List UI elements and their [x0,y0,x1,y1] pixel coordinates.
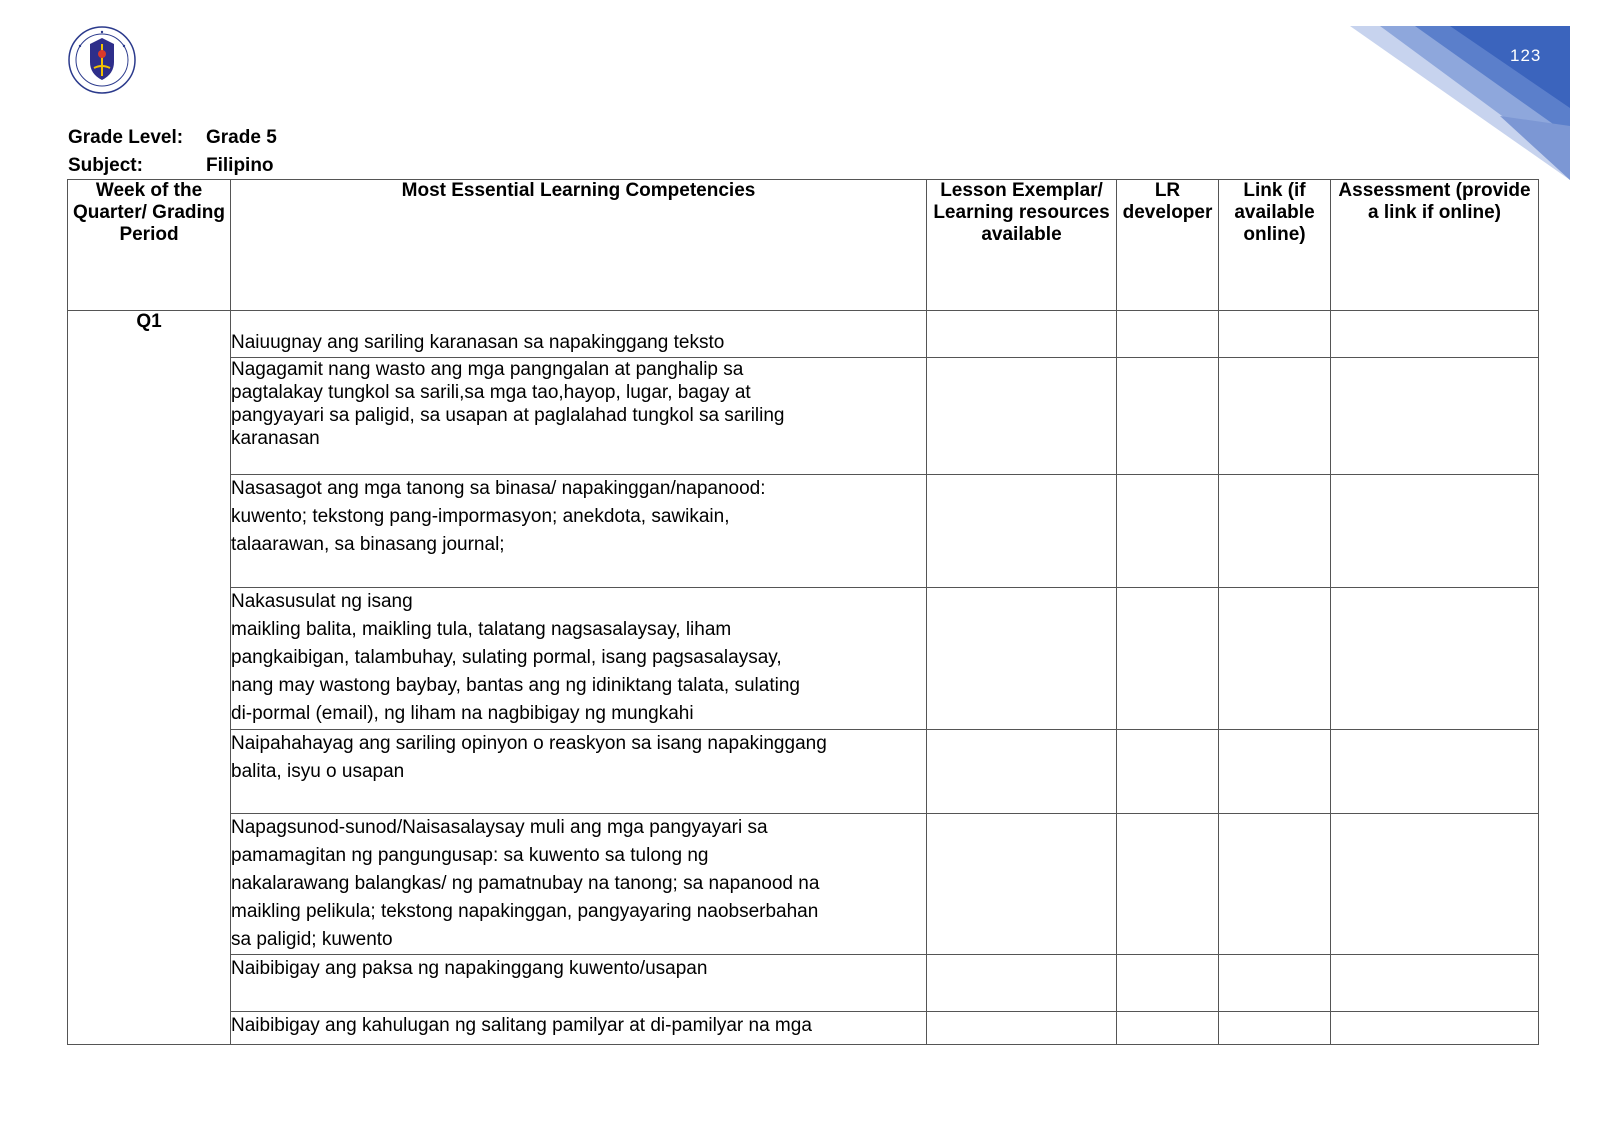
competency-text: Naiuugnay ang sariling karanasan sa napakinggang teksto [231,332,725,354]
competency-text: Napagsunod-sunod/Naisasalaysay muli ang mga pangyayari sa pamamagitan ng pangungusap: sa kuwento sa tulong ng nakalarawang balangkas/ ng pamatnubay na tanong; sa napanood na maikling pelikula; tekstong napakinggan, pangyayaring naobserbahan sa paligid; kuwento [231,816,820,950]
melc-table [67,179,1539,1045]
table-row [68,311,1539,358]
quarter-cell: Q1 [68,311,231,1045]
header-lesson: Lesson Exemplar/ Learning resources available [927,180,1117,311]
deped-seal-logo [68,26,136,94]
subject-label: Subject: [68,155,143,176]
header-lr-developer: LR developer [1117,180,1219,311]
competency-cell [231,729,927,813]
table-row [68,813,1539,954]
table-row [68,588,1539,729]
header-week: Week of the Quarter/ Grading Period [68,180,231,311]
header-melc: Most Essential Learning Competencies [231,180,927,311]
document-meta [68,124,277,180]
page-number: 123 [1510,46,1542,65]
competency-text: Naibibigay ang paksa ng napakinggang kuwento/usapan [231,957,708,979]
competency-text: Naipahahayag ang sariling opinyon o reaskyon sa isang napakinggang balita, isyu o usapan [231,732,827,782]
competency-text: Naibibigay ang kahulugan ng salitang pamilyar at di-pamilyar na mga [231,1014,812,1036]
table-header-row [68,180,1539,311]
competency-cell [231,588,927,729]
table-row [68,954,1539,1011]
header-assessment: Assessment (provide a link if online) [1331,180,1539,311]
competency-cell [231,1011,927,1044]
competency-cell [231,475,927,588]
table-row [68,1011,1539,1044]
table-row [68,475,1539,588]
competency-cell [231,358,927,475]
header-link: Link (if available online) [1219,180,1331,311]
competency-text: Nasasagot ang mga tanong sa binasa/ napakinggan/napanood: kuwento; tekstong pang-impormasyon; anekdota, sawikain, talaarawan, sa binasang journal; [231,478,766,556]
competency-text: Nagagamit nang wasto ang mga pangngalan at panghalip sa pagtalakay tungkol sa sarili,sa mga tao,hayop, lugar, bagay at pangyayari sa paligid, sa usapan at paglalahad tungkol sa sariling karanasan [231,359,785,450]
competency-cell [231,813,927,954]
competency-cell [231,311,927,358]
table-row [68,729,1539,813]
table-row [68,358,1539,475]
competency-cell [231,954,927,1011]
grade-level-value: Grade 5 [206,127,277,148]
grade-level-label: Grade Level: [68,127,184,148]
subject-value: Filipino [206,155,274,176]
competency-text: Nakasusulat ng isang maikling balita, maikling tula, talatang nagsasalaysay, liham pangkaibigan, talambuhay, sulating pormal, isang pagsasalaysay, nang may wastong baybay, bantas ang ng idiniktang talata, sulating di-pormal (email), ng liham na nagbibigay ng mungkahi [231,591,800,725]
